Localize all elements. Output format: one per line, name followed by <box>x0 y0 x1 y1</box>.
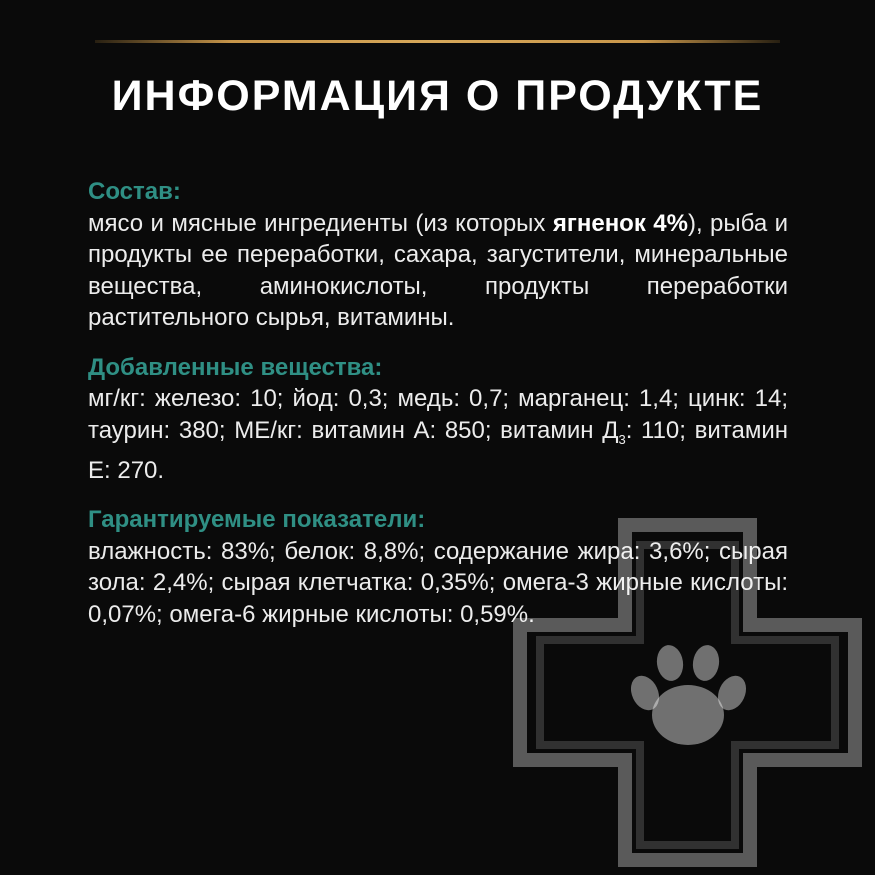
vitamin-d-subscript: 3 <box>618 431 626 447</box>
composition-section <box>88 176 788 334</box>
additives-section <box>88 352 788 487</box>
guaranteed-heading: Гарантируемые показатели: <box>88 506 426 534</box>
composition-text-after: ), рыба и продукты ее переработки, сахара, загустители, минеральные вещества, аминокислоты, продукты переработки растительного сырья, витамины. <box>88 209 789 331</box>
composition-heading: Состав: <box>88 178 181 205</box>
product-info <box>88 176 788 648</box>
additives-text <box>88 383 788 486</box>
composition-highlight: ягненок 4% <box>552 209 688 237</box>
additives-text-after: : 110; витамин Е: 270. <box>88 416 788 484</box>
page-title: ИНФОРМАЦИЯ О ПРОДУКТЕ <box>111 72 764 120</box>
composition-text <box>88 208 788 334</box>
composition-text-before: мясо и мясные ингредиенты (из которых <box>88 209 553 237</box>
additives-text-before: мг/кг: железо: 10; йод: 0,3; медь: 0,7; марганец: 1,4; цинк: 14; таурин: 380; МЕ/кг: витамин А: 850; витамин Д <box>88 385 788 444</box>
guaranteed-section <box>88 504 788 630</box>
additives-heading: Добавленные вещества: <box>88 353 383 381</box>
guaranteed-text: влажность: 83%; белок: 8,8%; содержание жира: 3,6%; сырая зола: 2,4%; сырая клетчатка: 0,35%; омега-3 жирные кислоты: 0,07%; омега-6 жирные кислоты: 0,59%. <box>88 537 788 628</box>
gold-divider <box>95 40 780 43</box>
